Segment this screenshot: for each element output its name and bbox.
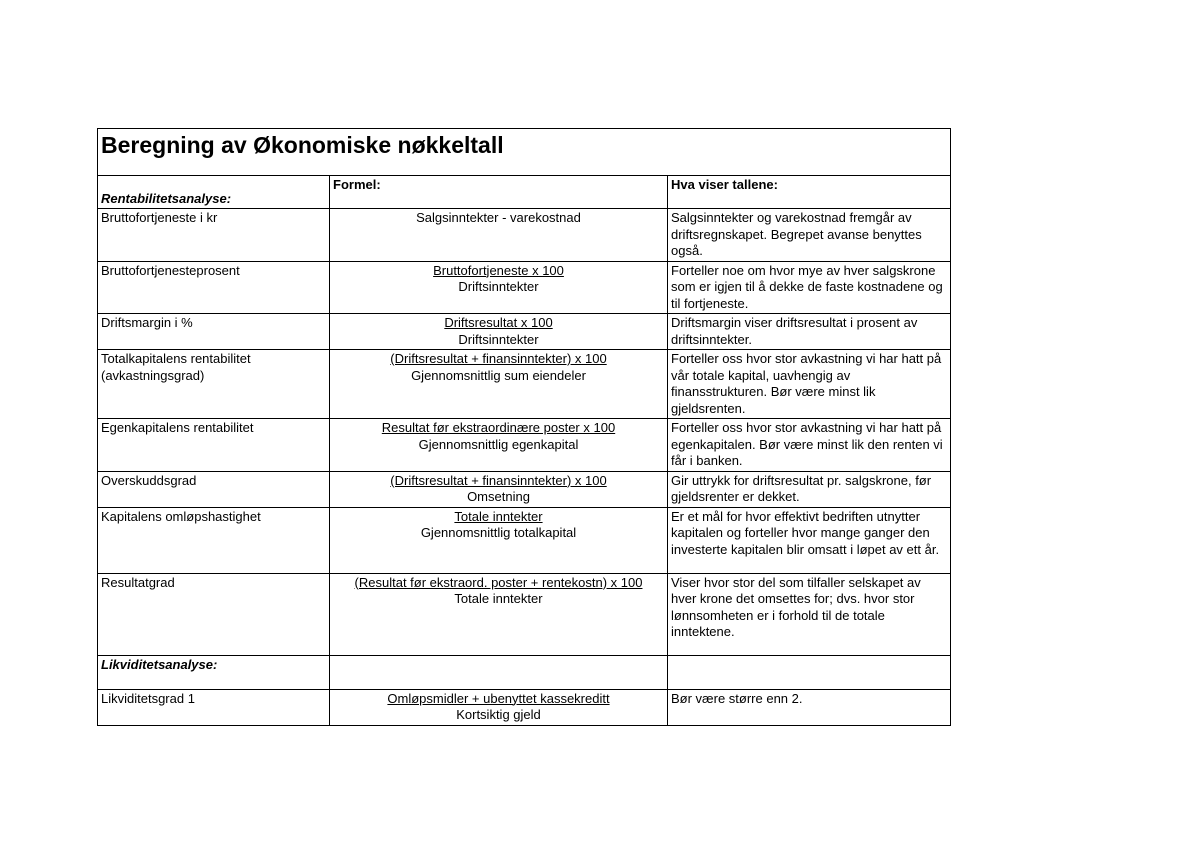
formula-column-header: Formel: [333,177,381,192]
ratio-name-cell: Overskuddsgrad [98,471,330,507]
formula-numerator: (Driftsresultat + finansinntekter) x 100 [390,351,607,366]
table-row [98,261,951,314]
liquidity-section-label: Likviditetsanalyse: [101,656,218,672]
formula-cell [330,507,668,573]
formula-denominator: Kortsiktig gjeld [456,707,541,722]
description-cell: Driftsmargin viser driftsresultat i prosent av driftsinntekter. [668,314,951,350]
formula-cell [330,471,668,507]
table-row [98,507,951,573]
table-row [98,689,951,725]
formula-denominator: Gjennomsnittlig egenkapital [418,436,579,452]
description-cell: Salgsinntekter og varekostnad fremgår av driftsregnskapet. Begrepet avanse benyttes også. [668,209,951,262]
empty-cell [330,655,668,689]
liquidity-section-row [98,655,951,689]
formula-numerator: (Driftsresultat + finansinntekter) x 100 [390,472,607,488]
description-cell: Viser hvor stor del som tilfaller selskapet av hver krone det omsettes for; dvs. hvor stor lønnsomheten er i forhold til de totale inntektene. [668,573,951,655]
formula-numerator: Resultat før ekstraordinære poster x 100 [381,420,616,435]
formula-cell [330,314,668,350]
formula-numerator: (Resultat før ekstraord. poster + rentekostn) x 100 [354,574,643,590]
formula-numerator: Driftsresultat x 100 [444,315,553,330]
formula-cell [330,261,668,314]
header-section-cell [98,176,330,209]
ratio-name-cell: Totalkapitalens rentabilitet (avkastningsgrad) [98,350,330,419]
formula-text: Salgsinntekter - varekostnad [416,210,581,225]
formula-denominator: Totale inntekter [454,591,543,606]
header-meaning-cell [668,176,951,209]
formula-denominator: Driftsinntekter [458,331,539,347]
meaning-column-header: Hva viser tallene: [671,177,778,192]
ratio-name-cell: Kapitalens omløpshastighet [98,507,330,573]
formula-numerator: Bruttofortjeneste x 100 [433,262,564,278]
header-formula-cell [330,176,668,209]
formula-cell [330,689,668,725]
formula-denominator: Omsetning [467,489,530,504]
description-cell: Forteller oss hvor stor avkastning vi har hatt på vår totale kapital, uavhengig av finansstrukturen. Bør være minst lik gjeldsrenten. [668,350,951,419]
ratio-name-cell: Bruttofortjeneste i kr [98,209,330,262]
ratio-name-cell: Bruttofortjenesteprosent [98,261,330,314]
formula-cell [330,350,668,419]
ratio-name-cell: Driftsmargin i % [98,314,330,350]
table-row [98,471,951,507]
header-row [98,176,951,209]
description-cell: Bør være større enn 2. [668,689,951,725]
table-row [98,573,951,655]
formula-denominator: Driftsinntekter [458,279,539,294]
ratio-name-cell: Egenkapitalens rentabilitet [98,419,330,472]
formula-numerator: Omløpsmidler + ubenyttet kassekreditt [387,690,610,706]
key-figures-table [97,128,951,726]
title-cell [98,129,951,176]
description-cell: Er et mål for hvor effektivt bedriften utnytter kapitalen og forteller hvor mange ganger den investerte kapitalen blir omsatt i løpet av ett år. [668,507,951,573]
formula-cell [330,419,668,472]
formula-cell [330,209,668,262]
ratio-name-cell: Likviditetsgrad 1 [98,689,330,725]
description-cell: Gir uttrykk for driftsresultat pr. salgskrone, før gjeldsrenter er dekket. [668,471,951,507]
formula-numerator: Totale inntekter [454,508,543,524]
profitability-section-label: Rentabilitetsanalyse: [101,190,232,206]
ratio-name-cell: Resultatgrad [98,573,330,655]
liquidity-section-cell [98,655,330,689]
title-row [98,129,951,176]
formula-denominator: Gjennomsnittlig totalkapital [420,525,577,540]
description-cell: Forteller noe om hvor mye av hver salgskrone som er igjen til å dekke de faste kostnadene og til fortjeneste. [668,261,951,314]
formula-cell [330,573,668,655]
table-row [98,419,951,472]
empty-cell [668,655,951,689]
formula-denominator: Gjennomsnittlig sum eiendeler [411,367,586,383]
description-cell: Forteller oss hvor stor avkastning vi har hatt på egenkapitalen. Bør være minst lik den renten vi får i banken. [668,419,951,472]
table-row [98,209,951,262]
table-row [98,350,951,419]
document-title: Beregning av Økonomiske nøkkeltall [101,132,504,158]
table-row [98,314,951,350]
